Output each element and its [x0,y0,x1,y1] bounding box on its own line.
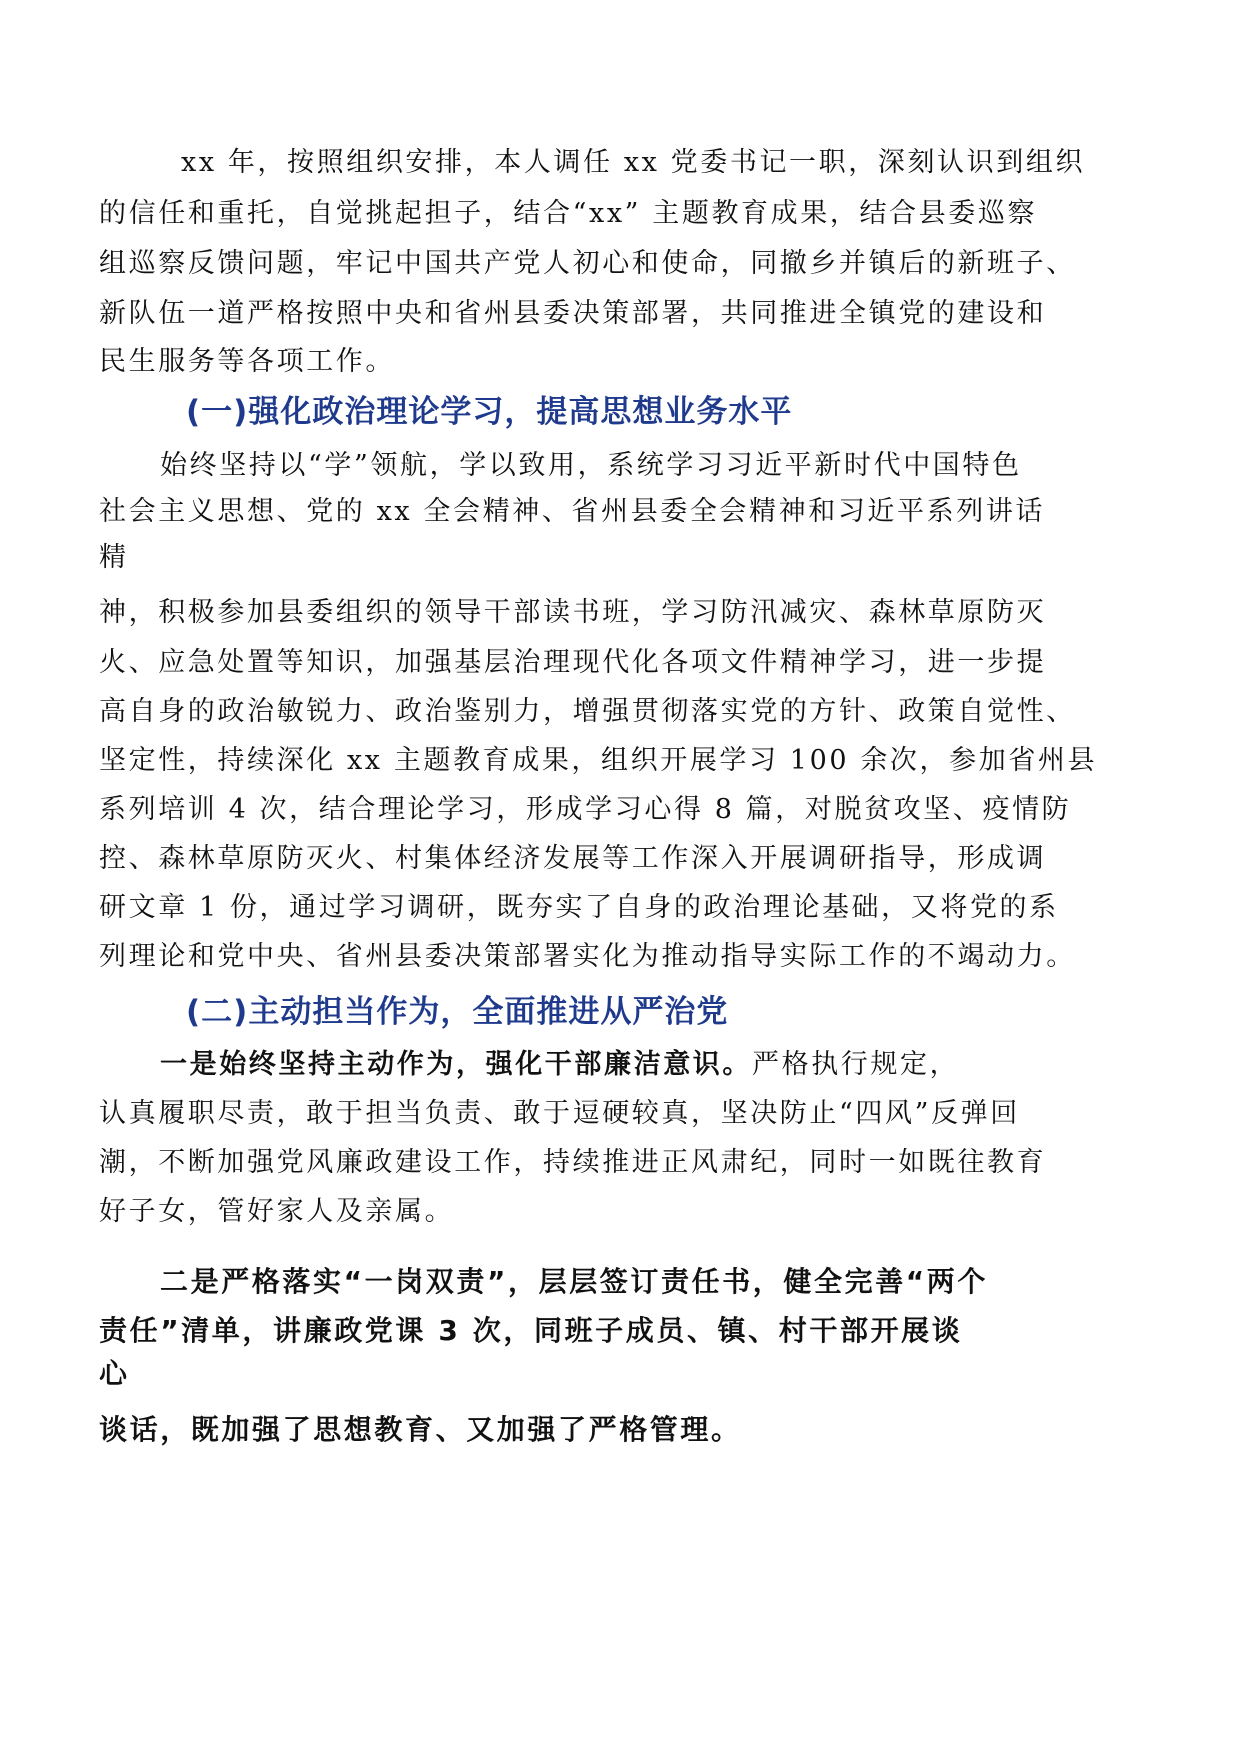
section-heading-2: (二)主动担当作为，全面推进从严治党 [186,994,729,1030]
paragraph-1-line-5: 民生服务等各项工作。 [99,346,395,377]
paragraph-3-line-2: 认真履职尽责，敢于担当负责、敢于逗硬较真，坚决防止“四风”反弹回 [99,1098,1020,1129]
paragraph-4-line-3: 心 [99,1357,130,1390]
paragraph-2-line-11: 列理论和党中央、省州县委决策部署实化为推动指导实际工作的不竭动力。 [99,941,1076,972]
paragraph-1-line-4: 新队伍一道严格按照中央和省州县委决策部署，共同推进全镇党的建设和 [99,298,1047,329]
paragraph-3-line-3: 潮，不断加强党风廉政建设工作，持续推进正风肃纪，同时一如既往教育 [99,1147,1047,1178]
paragraph-3-lead-bold: 一是始终坚持主动作为，强化干部廉洁意识。 [160,1049,752,1080]
paragraph-1-line-2: 的信任和重托，自觉挑起担子，结合“xx” 主题教育成果，结合县委巡察 [99,198,1038,229]
paragraph-2-line-3: 精 [99,542,129,573]
section-heading-1: (一)强化政治理论学习，提高思想业务水平 [186,394,793,430]
paragraph-1-line-3: 组巡察反馈问题，牢记中国共产党人初心和使命，同撤乡并镇后的新班子、 [99,248,1076,279]
paragraph-2-line-2: 社会主义思想、党的 xx 全会精神、省州县委全会精神和习近平系列讲话 [99,496,1046,527]
paragraph-4-line-4: 谈话，既加强了思想教育、又加强了严格管理。 [99,1413,742,1446]
paragraph-2-line-7: 坚定性，持续深化 xx 主题教育成果，组织开展学习 100 余次，参加省州县 [99,745,1098,776]
paragraph-3-lead-rest: 严格执行规定， [752,1049,960,1080]
paragraph-2-line-9: 控、森林草原防灭火、村集体经济发展等工作深入开展调研指导，形成调 [99,843,1047,874]
paragraph-2-line-10: 研文章 1 份，通过学习调研，既夯实了自身的政治理论基础，又将党的系 [99,892,1059,923]
paragraph-2-line-1: 始终坚持以“学”领航，学以致用，系统学习习近平新时代中国特色 [160,450,1022,481]
paragraph-2-line-6: 高自身的政治敏锐力、政治鉴别力，增强贯彻落实党的方针、政策自觉性、 [99,696,1076,727]
paragraph-2-line-4: 神，积极参加县委组织的领导干部读书班，学习防汛减灾、森林草原防灭 [99,597,1047,628]
paragraph-3-line-4: 好子女，管好家人及亲属。 [99,1196,455,1227]
paragraph-2-line-8: 系列培训 4 次，结合理论学习，形成学习心得 8 篇，对脱贫攻坚、疫情防 [99,794,1072,825]
paragraph-1-line-1: xx 年，按照组织安排，本人调任 xx 党委书记一职，深刻认识到组织 [181,147,1086,178]
paragraph-4-line-2: 责任”清单，讲廉政党课 3 次，同班子成员、镇、村干部开展谈 [99,1314,963,1347]
paragraph-2-line-5: 火、应急处置等知识，加强基层治理现代化各项文件精神学习，进一步提 [99,647,1047,678]
paragraph-4-line-1: 二是严格落实“一岗双责”，层层签订责任书，健全完善“两个 [160,1265,989,1298]
paragraph-3-line-1 [160,1045,959,1085]
